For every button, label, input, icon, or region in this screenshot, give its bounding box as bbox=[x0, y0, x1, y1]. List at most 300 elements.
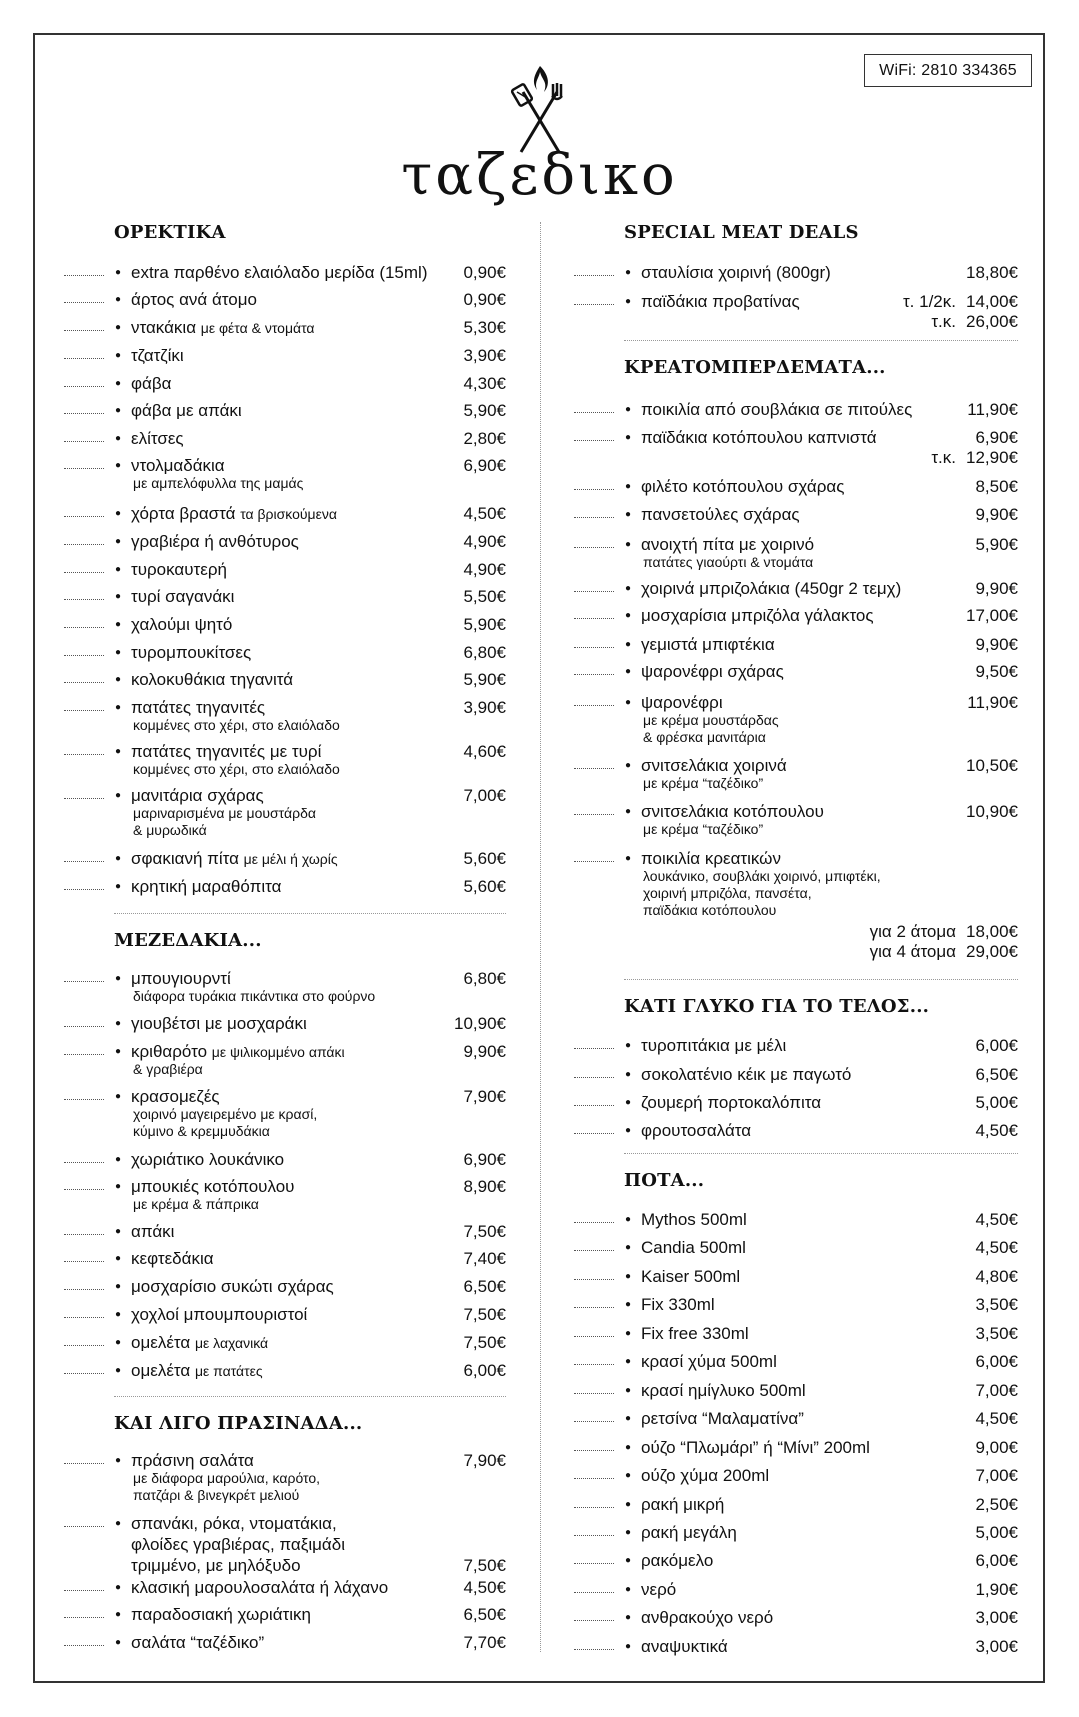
dot-leader bbox=[64, 1234, 104, 1235]
bullet-icon: ● bbox=[115, 1309, 122, 1320]
dot-leader bbox=[64, 1317, 104, 1318]
menu-item-price: 4,90€ bbox=[463, 532, 506, 551]
menu-item-name: νερό bbox=[641, 1580, 677, 1599]
dot-leader bbox=[574, 1620, 614, 1621]
menu-item-name: φάβα με απάκι bbox=[131, 401, 242, 420]
bullet-icon: ● bbox=[115, 1518, 122, 1529]
menu-item-price-alt: 29,00€ bbox=[966, 942, 1018, 961]
menu-item-price: 4,90€ bbox=[463, 560, 506, 579]
dot-leader bbox=[574, 517, 614, 518]
menu-item-price: 7,50€ bbox=[463, 1305, 506, 1324]
dot-leader bbox=[64, 1054, 104, 1055]
menu-item-price: 5,60€ bbox=[463, 849, 506, 868]
bullet-icon: ● bbox=[625, 1442, 632, 1453]
bullet-icon: ● bbox=[625, 1328, 632, 1339]
menu-item-name: ντακάκια με φέτα & ντομάτα bbox=[131, 318, 315, 337]
menu-item-price: 3,00€ bbox=[975, 1637, 1018, 1656]
menu-item-name: τυροκαυτερή bbox=[131, 560, 227, 579]
menu-item-name: πανσετούλες σχάρας bbox=[641, 505, 800, 524]
menu-item-name: απάκι bbox=[131, 1222, 175, 1241]
menu-item-price: 7,00€ bbox=[463, 786, 506, 805]
dot-leader bbox=[574, 489, 614, 490]
dot-leader bbox=[574, 647, 614, 648]
menu-item-name: γιουβέτσι με μοσχαράκι bbox=[131, 1014, 307, 1033]
dot-leader bbox=[574, 705, 614, 706]
dot-leader bbox=[574, 1364, 614, 1365]
menu-item-price: 2,50€ bbox=[975, 1495, 1018, 1514]
bullet-icon: ● bbox=[115, 267, 122, 278]
dot-leader bbox=[574, 1307, 614, 1308]
dot-leader bbox=[64, 544, 104, 545]
menu-item-price: 0,90€ bbox=[463, 263, 506, 282]
menu-item-price: 8,50€ bbox=[975, 477, 1018, 496]
menu-item-description: διάφορα τυράκια πικάντικα στο φούρνο bbox=[133, 988, 376, 1004]
menu-item-name: σοκολατένιο κέικ με παγωτό bbox=[641, 1065, 852, 1084]
menu-item-name: ρακή μεγάλη bbox=[641, 1523, 737, 1542]
bullet-icon: ● bbox=[625, 509, 632, 520]
menu-item-price: 6,00€ bbox=[975, 1551, 1018, 1570]
menu-item-price: 6,00€ bbox=[975, 1352, 1018, 1371]
menu-item-name: ψαρονέφρι σχάρας bbox=[641, 662, 784, 681]
menu-item-price: 7,40€ bbox=[463, 1249, 506, 1268]
menu-item-name: μοσχαρίσια μπριζόλα γάλακτος bbox=[641, 606, 874, 625]
menu-item-price: 0,90€ bbox=[463, 290, 506, 309]
menu-item-note: με πατάτες bbox=[194, 1363, 263, 1379]
menu-item-description: με κρέμα & πάπρικα bbox=[133, 1196, 259, 1212]
menu-item-price: 6,00€ bbox=[975, 1036, 1018, 1055]
menu-item-description: κομμένες στο χέρι, στο ελαιόλαδο bbox=[133, 761, 340, 777]
bullet-icon: ● bbox=[625, 1499, 632, 1510]
bullet-icon: ● bbox=[115, 1637, 122, 1648]
menu-item-price: 9,90€ bbox=[975, 579, 1018, 598]
dot-leader bbox=[64, 682, 104, 683]
dot-leader bbox=[64, 889, 104, 890]
menu-item-description: με κρέμα “ταζέδικο” bbox=[643, 821, 764, 837]
menu-item-price: 7,00€ bbox=[975, 1381, 1018, 1400]
bullet-icon: ● bbox=[625, 1641, 632, 1652]
dot-leader bbox=[574, 275, 614, 276]
menu-item-price: 6,00€ bbox=[463, 1361, 506, 1380]
bullet-icon: ● bbox=[115, 1337, 122, 1348]
menu-item-price: 4,50€ bbox=[975, 1210, 1018, 1229]
dot-leader bbox=[64, 572, 104, 573]
section-separator bbox=[624, 1153, 1018, 1154]
dot-leader bbox=[64, 627, 104, 628]
bullet-icon: ● bbox=[115, 405, 122, 416]
menu-item-price: 5,60€ bbox=[463, 877, 506, 896]
bullet-icon: ● bbox=[625, 666, 632, 677]
menu-item-price: 17,00€ bbox=[966, 606, 1018, 625]
menu-item-name: ομελέτα με λαχανικά bbox=[131, 1333, 269, 1352]
menu-item-name: σνιτσελάκια χοιρινά bbox=[641, 756, 787, 775]
menu-item-name: ούζο “Πλωμάρι” ή “Μίνι” 200ml bbox=[641, 1438, 870, 1457]
dot-leader bbox=[574, 591, 614, 592]
menu-item-name: μοσχαρίσιο συκώτι σχάρας bbox=[131, 1277, 334, 1296]
bullet-icon: ● bbox=[625, 404, 632, 415]
bullet-icon: ● bbox=[625, 1612, 632, 1623]
menu-item-description: λουκάνικο, σουβλάκι χοιρινό, μπιφτέκι, bbox=[643, 868, 881, 884]
menu-item-price: 10,50€ bbox=[966, 756, 1018, 775]
bullet-icon: ● bbox=[115, 647, 122, 658]
menu-item-name: αναψυκτικά bbox=[641, 1637, 728, 1656]
bullet-icon: ● bbox=[115, 1253, 122, 1264]
menu-item-name: κλασική μαρουλοσαλάτα ή λάχανο bbox=[131, 1578, 389, 1597]
menu-item-name: ανθρακούχο νερό bbox=[641, 1608, 774, 1627]
menu-item-name: παϊδάκια προβατίνας bbox=[641, 292, 800, 311]
bullet-icon: ● bbox=[115, 1609, 122, 1620]
dot-leader bbox=[64, 599, 104, 600]
bullet-icon: ● bbox=[625, 432, 632, 443]
dot-leader bbox=[574, 1105, 614, 1106]
menu-item-description: πατζάρι & βινεγκρέτ μελιού bbox=[133, 1487, 300, 1503]
menu-item-description: κομμένες στο χέρι, στο ελαιόλαδο bbox=[133, 717, 340, 733]
bullet-icon: ● bbox=[625, 1555, 632, 1566]
menu-item-price: 9,90€ bbox=[975, 505, 1018, 524]
bullet-icon: ● bbox=[115, 564, 122, 575]
dot-leader bbox=[64, 1099, 104, 1100]
bullet-icon: ● bbox=[115, 322, 122, 333]
menu-item-price: 5,90€ bbox=[975, 535, 1018, 554]
dot-leader bbox=[64, 1526, 104, 1527]
section-separator bbox=[114, 1396, 506, 1397]
dot-leader bbox=[64, 754, 104, 755]
menu-item-name: ποικιλία από σουβλάκια σε πιτούλες bbox=[641, 400, 913, 419]
section-title: ΚΑΙ ΛΙΓΟ ΠΡΑΣΙΝΑΔΑ... bbox=[114, 1413, 363, 1434]
bullet-icon: ● bbox=[115, 536, 122, 547]
menu-item-price: 14,00€ bbox=[966, 292, 1018, 311]
dot-leader bbox=[574, 1250, 614, 1251]
menu-item-name: Kaiser 500ml bbox=[641, 1267, 741, 1286]
dot-leader bbox=[64, 1645, 104, 1646]
menu-item-name: παϊδάκια κοτόπουλου καπνιστά bbox=[641, 428, 877, 447]
bullet-icon: ● bbox=[115, 1046, 122, 1057]
menu-item-name: ντολμαδάκια bbox=[131, 456, 225, 475]
menu-item-price: 2,80€ bbox=[463, 429, 506, 448]
menu-item-description: & φρέσκα μανιτάρια bbox=[643, 729, 766, 745]
menu-item-note: με λαχανικά bbox=[194, 1335, 269, 1351]
menu-item-description: & μυρωδικά bbox=[133, 822, 207, 838]
bullet-icon: ● bbox=[115, 1365, 122, 1376]
menu-item-name: Fix 330ml bbox=[641, 1295, 715, 1314]
menu-item-name: σαλάτα “ταζέδικο” bbox=[131, 1633, 265, 1652]
bullet-icon: ● bbox=[625, 1242, 632, 1253]
menu-item-name: ρακόμελο bbox=[641, 1551, 714, 1570]
menu-item-description: μαριναρισμένα με μουστάρδα bbox=[133, 805, 316, 821]
menu-item-price: 3,00€ bbox=[975, 1608, 1018, 1627]
bullet-icon: ● bbox=[115, 1582, 122, 1593]
section-title: ΚΡΕΑΤΟΜΠΕΡΔΕΜΑΤΑ... bbox=[624, 357, 886, 378]
menu-item-price: 6,90€ bbox=[975, 428, 1018, 447]
menu-item-price: 7,70€ bbox=[463, 1633, 506, 1652]
menu-item-description: με διάφορα μαρούλια, καρότο, bbox=[133, 1470, 321, 1486]
dot-leader bbox=[64, 710, 104, 711]
dot-leader bbox=[574, 412, 614, 413]
dot-leader bbox=[574, 1450, 614, 1451]
bullet-icon: ● bbox=[625, 1413, 632, 1424]
menu-item-price: 7,00€ bbox=[975, 1466, 1018, 1485]
menu-item-name: κρητική μαραθόπιτα bbox=[131, 877, 282, 896]
menu-item-price: 5,30€ bbox=[463, 318, 506, 337]
bullet-icon: ● bbox=[115, 460, 122, 471]
bullet-icon: ● bbox=[115, 881, 122, 892]
menu-item-price: 4,50€ bbox=[975, 1409, 1018, 1428]
dot-leader bbox=[574, 304, 614, 305]
menu-item-name: Candia 500ml bbox=[641, 1238, 746, 1257]
menu-item-name: χοχλοί μπουμπουριστοί bbox=[131, 1305, 308, 1324]
bullet-icon: ● bbox=[625, 1356, 632, 1367]
dot-leader bbox=[574, 1421, 614, 1422]
bullet-icon: ● bbox=[625, 697, 632, 708]
bullet-icon: ● bbox=[625, 1385, 632, 1396]
menu-item-name: χοιρινά μπριζολάκια (450gr 2 τεμχ) bbox=[641, 579, 902, 598]
menu-item-name: φάβα bbox=[131, 374, 172, 393]
menu-item-name: κεφτεδάκια bbox=[131, 1249, 214, 1268]
bullet-icon: ● bbox=[115, 619, 122, 630]
menu-item-note: με μέλι ή χωρίς bbox=[243, 851, 338, 867]
menu-item-price-alt: 26,00€ bbox=[966, 312, 1018, 331]
menu-item-name: σνιτσελάκια κοτόπουλου bbox=[641, 802, 824, 821]
menu-item-price: 3,90€ bbox=[463, 698, 506, 717]
menu-item-name: χωριάτικο λουκάνικο bbox=[131, 1150, 285, 1169]
menu-item-name: τζατζίκι bbox=[131, 346, 184, 365]
menu-item-price: 5,90€ bbox=[463, 401, 506, 420]
menu-item-name: παραδοσιακή χωριάτικη bbox=[131, 1605, 311, 1624]
menu-item-name: χαλούμι ψητό bbox=[131, 615, 233, 634]
bullet-icon: ● bbox=[625, 1125, 632, 1136]
menu-item-name: φιλέτο κοτόπουλου σχάρας bbox=[641, 477, 845, 496]
menu-item-price: 9,90€ bbox=[463, 1042, 506, 1061]
section-title: ΠΟΤΑ... bbox=[624, 1170, 705, 1191]
menu-item-price: 6,80€ bbox=[463, 643, 506, 662]
menu-item-name: χόρτα βραστά τα βρισκούμενα bbox=[131, 504, 337, 523]
dot-leader bbox=[574, 814, 614, 815]
dot-leader bbox=[64, 1261, 104, 1262]
portion-label-alt: τ.κ. bbox=[931, 312, 956, 331]
bullet-icon: ● bbox=[625, 583, 632, 594]
menu-item-note: με ψιλικομμένο απάκι bbox=[211, 1044, 345, 1060]
dot-leader bbox=[64, 275, 104, 276]
portion-label: τ. 1/2κ. bbox=[902, 292, 956, 311]
menu-item-name: ζουμερή πορτοκαλόπιτα bbox=[641, 1093, 822, 1112]
menu-item-name-line: φλοίδες γραβιέρας, παξιμάδι bbox=[131, 1535, 345, 1554]
menu-item-name: Fix free 330ml bbox=[641, 1324, 749, 1343]
menu-item-note: τα βρισκούμενα bbox=[240, 506, 337, 522]
bullet-icon: ● bbox=[625, 853, 632, 864]
portion-label: για 2 άτομα bbox=[869, 922, 956, 941]
bullet-icon: ● bbox=[115, 433, 122, 444]
menu-item-price: 5,50€ bbox=[463, 587, 506, 606]
menu-item-description: κύμινο & κρεμμυδάκια bbox=[133, 1123, 270, 1139]
bullet-icon: ● bbox=[625, 1097, 632, 1108]
dot-leader bbox=[64, 1289, 104, 1290]
menu-item-price: 11,90€ bbox=[967, 693, 1018, 712]
bullet-icon: ● bbox=[115, 508, 122, 519]
dot-leader bbox=[64, 1189, 104, 1190]
menu-item-note: με φέτα & ντομάτα bbox=[200, 320, 315, 336]
menu-item-name: ψαρονέφρι bbox=[641, 693, 723, 712]
logo bbox=[0, 62, 1079, 208]
menu-item-price: 7,50€ bbox=[463, 1222, 506, 1241]
bullet-icon: ● bbox=[625, 1527, 632, 1538]
brand-name: ταζεδικο bbox=[401, 143, 678, 208]
bullet-icon: ● bbox=[115, 1181, 122, 1192]
bullet-icon: ● bbox=[625, 1584, 632, 1595]
menu-item-price: 6,50€ bbox=[463, 1277, 506, 1296]
menu-item-name: σταυλίσια χοιρινή (800gr) bbox=[641, 263, 831, 282]
bullet-icon: ● bbox=[625, 1040, 632, 1051]
menu-item-price: 5,00€ bbox=[975, 1523, 1018, 1542]
bullet-icon: ● bbox=[625, 539, 632, 550]
section-separator bbox=[114, 913, 506, 914]
menu-item-name: τυρομπουκίτσες bbox=[131, 643, 252, 662]
dot-leader bbox=[64, 1617, 104, 1618]
wifi-text: WiFi: 2810 334365 bbox=[879, 61, 1017, 79]
menu-item-price: 4,80€ bbox=[975, 1267, 1018, 1286]
bullet-icon: ● bbox=[115, 350, 122, 361]
dot-leader bbox=[574, 547, 614, 548]
bullet-icon: ● bbox=[115, 674, 122, 685]
menu-item-name: extra παρθένο ελαιόλαδο μερίδα (15ml) bbox=[131, 263, 428, 282]
dot-leader bbox=[64, 358, 104, 359]
menu-item-description: με κρέμα “ταζέδικο” bbox=[643, 775, 764, 791]
dot-leader bbox=[64, 468, 104, 469]
bullet-icon: ● bbox=[625, 1271, 632, 1282]
section-separator bbox=[624, 340, 1018, 341]
section-title: ΜΕΖΕΔΑΚΙΑ... bbox=[114, 930, 262, 951]
menu-item-name: σφακιανή πίτα με μέλι ή χωρίς bbox=[131, 849, 338, 868]
bullet-icon: ● bbox=[115, 702, 122, 713]
menu-item-price: 8,90€ bbox=[463, 1177, 506, 1196]
menu-item-price: 10,90€ bbox=[966, 802, 1018, 821]
dot-leader bbox=[574, 618, 614, 619]
bullet-icon: ● bbox=[625, 1069, 632, 1080]
dot-leader bbox=[64, 1162, 104, 1163]
menu-item-name: φρουτοσαλάτα bbox=[641, 1121, 752, 1140]
menu-item-price: 3,90€ bbox=[463, 346, 506, 365]
menu-item-price: 4,30€ bbox=[463, 374, 506, 393]
menu-item-price: 5,90€ bbox=[463, 615, 506, 634]
menu-item-name: πατάτες τηγανιτές με τυρί bbox=[131, 742, 322, 761]
menu-item-price: 11,90€ bbox=[967, 400, 1018, 419]
bullet-icon: ● bbox=[625, 639, 632, 650]
menu-item-price: 4,50€ bbox=[463, 504, 506, 523]
bullet-icon: ● bbox=[625, 760, 632, 771]
menu-item-name-line: τριμμένο, με μηλόξυδο bbox=[131, 1556, 301, 1575]
dot-leader bbox=[574, 768, 614, 769]
menu-item-description: & γραβιέρα bbox=[133, 1061, 203, 1077]
dot-leader bbox=[574, 1535, 614, 1536]
menu-item-name: κολοκυθάκια τηγανιτά bbox=[131, 670, 294, 689]
menu-item-price: 9,90€ bbox=[975, 635, 1018, 654]
bullet-icon: ● bbox=[115, 591, 122, 602]
bullet-icon: ● bbox=[625, 1470, 632, 1481]
menu-item-name: ομελέτα με πατάτες bbox=[131, 1361, 263, 1380]
dot-leader bbox=[574, 1222, 614, 1223]
dot-leader bbox=[64, 330, 104, 331]
dot-leader bbox=[64, 1463, 104, 1464]
section-title: ΚΑΤΙ ΓΛΥΚΟ ΓΙΑ ΤΟ ΤΕΛΟΣ... bbox=[624, 996, 930, 1017]
dot-leader bbox=[64, 441, 104, 442]
dot-leader bbox=[64, 302, 104, 303]
dot-leader bbox=[574, 1478, 614, 1479]
menu-item-name: σπανάκι, ρόκα, ντοματάκια, bbox=[131, 1514, 337, 1533]
portion-label-alt: τ.κ. bbox=[931, 448, 956, 467]
bullet-icon: ● bbox=[625, 267, 632, 278]
dot-leader bbox=[574, 1048, 614, 1049]
dot-leader bbox=[64, 1345, 104, 1346]
portion-label-alt: για 4 άτομα bbox=[869, 942, 956, 961]
menu-item-price: 4,50€ bbox=[975, 1121, 1018, 1140]
menu-item-price: 7,50€ bbox=[463, 1556, 506, 1575]
dot-leader bbox=[64, 981, 104, 982]
menu-item-description: παϊδάκια κοτόπουλου bbox=[643, 902, 777, 918]
menu-item-name: γεμιστά μπιφτέκια bbox=[641, 635, 775, 654]
dot-leader bbox=[64, 1026, 104, 1027]
bullet-icon: ● bbox=[115, 1455, 122, 1466]
dot-leader bbox=[574, 1393, 614, 1394]
menu-item-name: μανιτάρια σχάρας bbox=[131, 786, 264, 805]
dot-leader bbox=[64, 655, 104, 656]
bullet-icon: ● bbox=[625, 610, 632, 621]
dot-leader bbox=[64, 798, 104, 799]
menu-item-name: ποικιλία κρεατικών bbox=[641, 849, 781, 868]
menu-item-name: πατάτες τηγανιτές bbox=[131, 698, 266, 717]
section-separator bbox=[624, 979, 1018, 980]
dot-leader bbox=[574, 1649, 614, 1650]
bullet-icon: ● bbox=[115, 790, 122, 801]
bullet-icon: ● bbox=[115, 853, 122, 864]
bullet-icon: ● bbox=[625, 1214, 632, 1225]
dot-leader bbox=[64, 1590, 104, 1591]
menu-item-name: πράσινη σαλάτα bbox=[131, 1451, 254, 1470]
menu-item-name: ρετσίνα “Μαλαματίνα” bbox=[641, 1409, 804, 1428]
bullet-icon: ● bbox=[625, 1299, 632, 1310]
bullet-icon: ● bbox=[115, 746, 122, 757]
dot-leader bbox=[64, 516, 104, 517]
bullet-icon: ● bbox=[115, 1154, 122, 1165]
menu-item-name: κρασί ημίγλυκο 500ml bbox=[641, 1381, 806, 1400]
bullet-icon: ● bbox=[115, 1018, 122, 1029]
menu-item-price: 7,90€ bbox=[463, 1087, 506, 1106]
menu-item-name: τυροπιτάκια με μέλι bbox=[641, 1036, 787, 1055]
dot-leader bbox=[574, 674, 614, 675]
menu-item-price: 5,00€ bbox=[975, 1093, 1018, 1112]
menu-item-name: ούζο χύμα 200ml bbox=[641, 1466, 770, 1485]
grill-logo-icon bbox=[495, 62, 585, 154]
column-divider bbox=[540, 222, 541, 1652]
menu-item-price: 4,50€ bbox=[463, 1578, 506, 1597]
menu-item-price-alt: 12,90€ bbox=[966, 448, 1018, 467]
menu-item-description: χοιρινό μαγειρεμένο με κρασί, bbox=[133, 1106, 318, 1122]
menu-item-price: 6,80€ bbox=[463, 969, 506, 988]
menu-item-price: 9,00€ bbox=[975, 1438, 1018, 1457]
menu-item-description: χοιρινή μπριζόλα, πανσέτα, bbox=[643, 885, 812, 901]
dot-leader bbox=[574, 1592, 614, 1593]
menu-item-description: με κρέμα μουστάρδας bbox=[643, 712, 779, 728]
menu-item-description: με αμπελόφυλλα της μαμάς bbox=[133, 475, 304, 491]
bullet-icon: ● bbox=[115, 1281, 122, 1292]
bullet-icon: ● bbox=[625, 481, 632, 492]
menu-item-name: ελίτσες bbox=[131, 429, 184, 448]
menu-item-name: κριθαρότο με ψιλικομμένο απάκι bbox=[131, 1042, 345, 1061]
menu-item-price: 18,00€ bbox=[966, 922, 1018, 941]
section-title: SPECIAL MEAT DEALS bbox=[624, 222, 859, 243]
bullet-icon: ● bbox=[115, 1226, 122, 1237]
menu-item-name: άρτος ανά άτομο bbox=[131, 290, 257, 309]
menu-item-name: κρασί χύμα 500ml bbox=[641, 1352, 777, 1371]
menu-item-name: ανοιχτή πίτα με χοιρινό bbox=[641, 535, 815, 554]
menu-item-name: κρασομεζές bbox=[131, 1087, 220, 1106]
